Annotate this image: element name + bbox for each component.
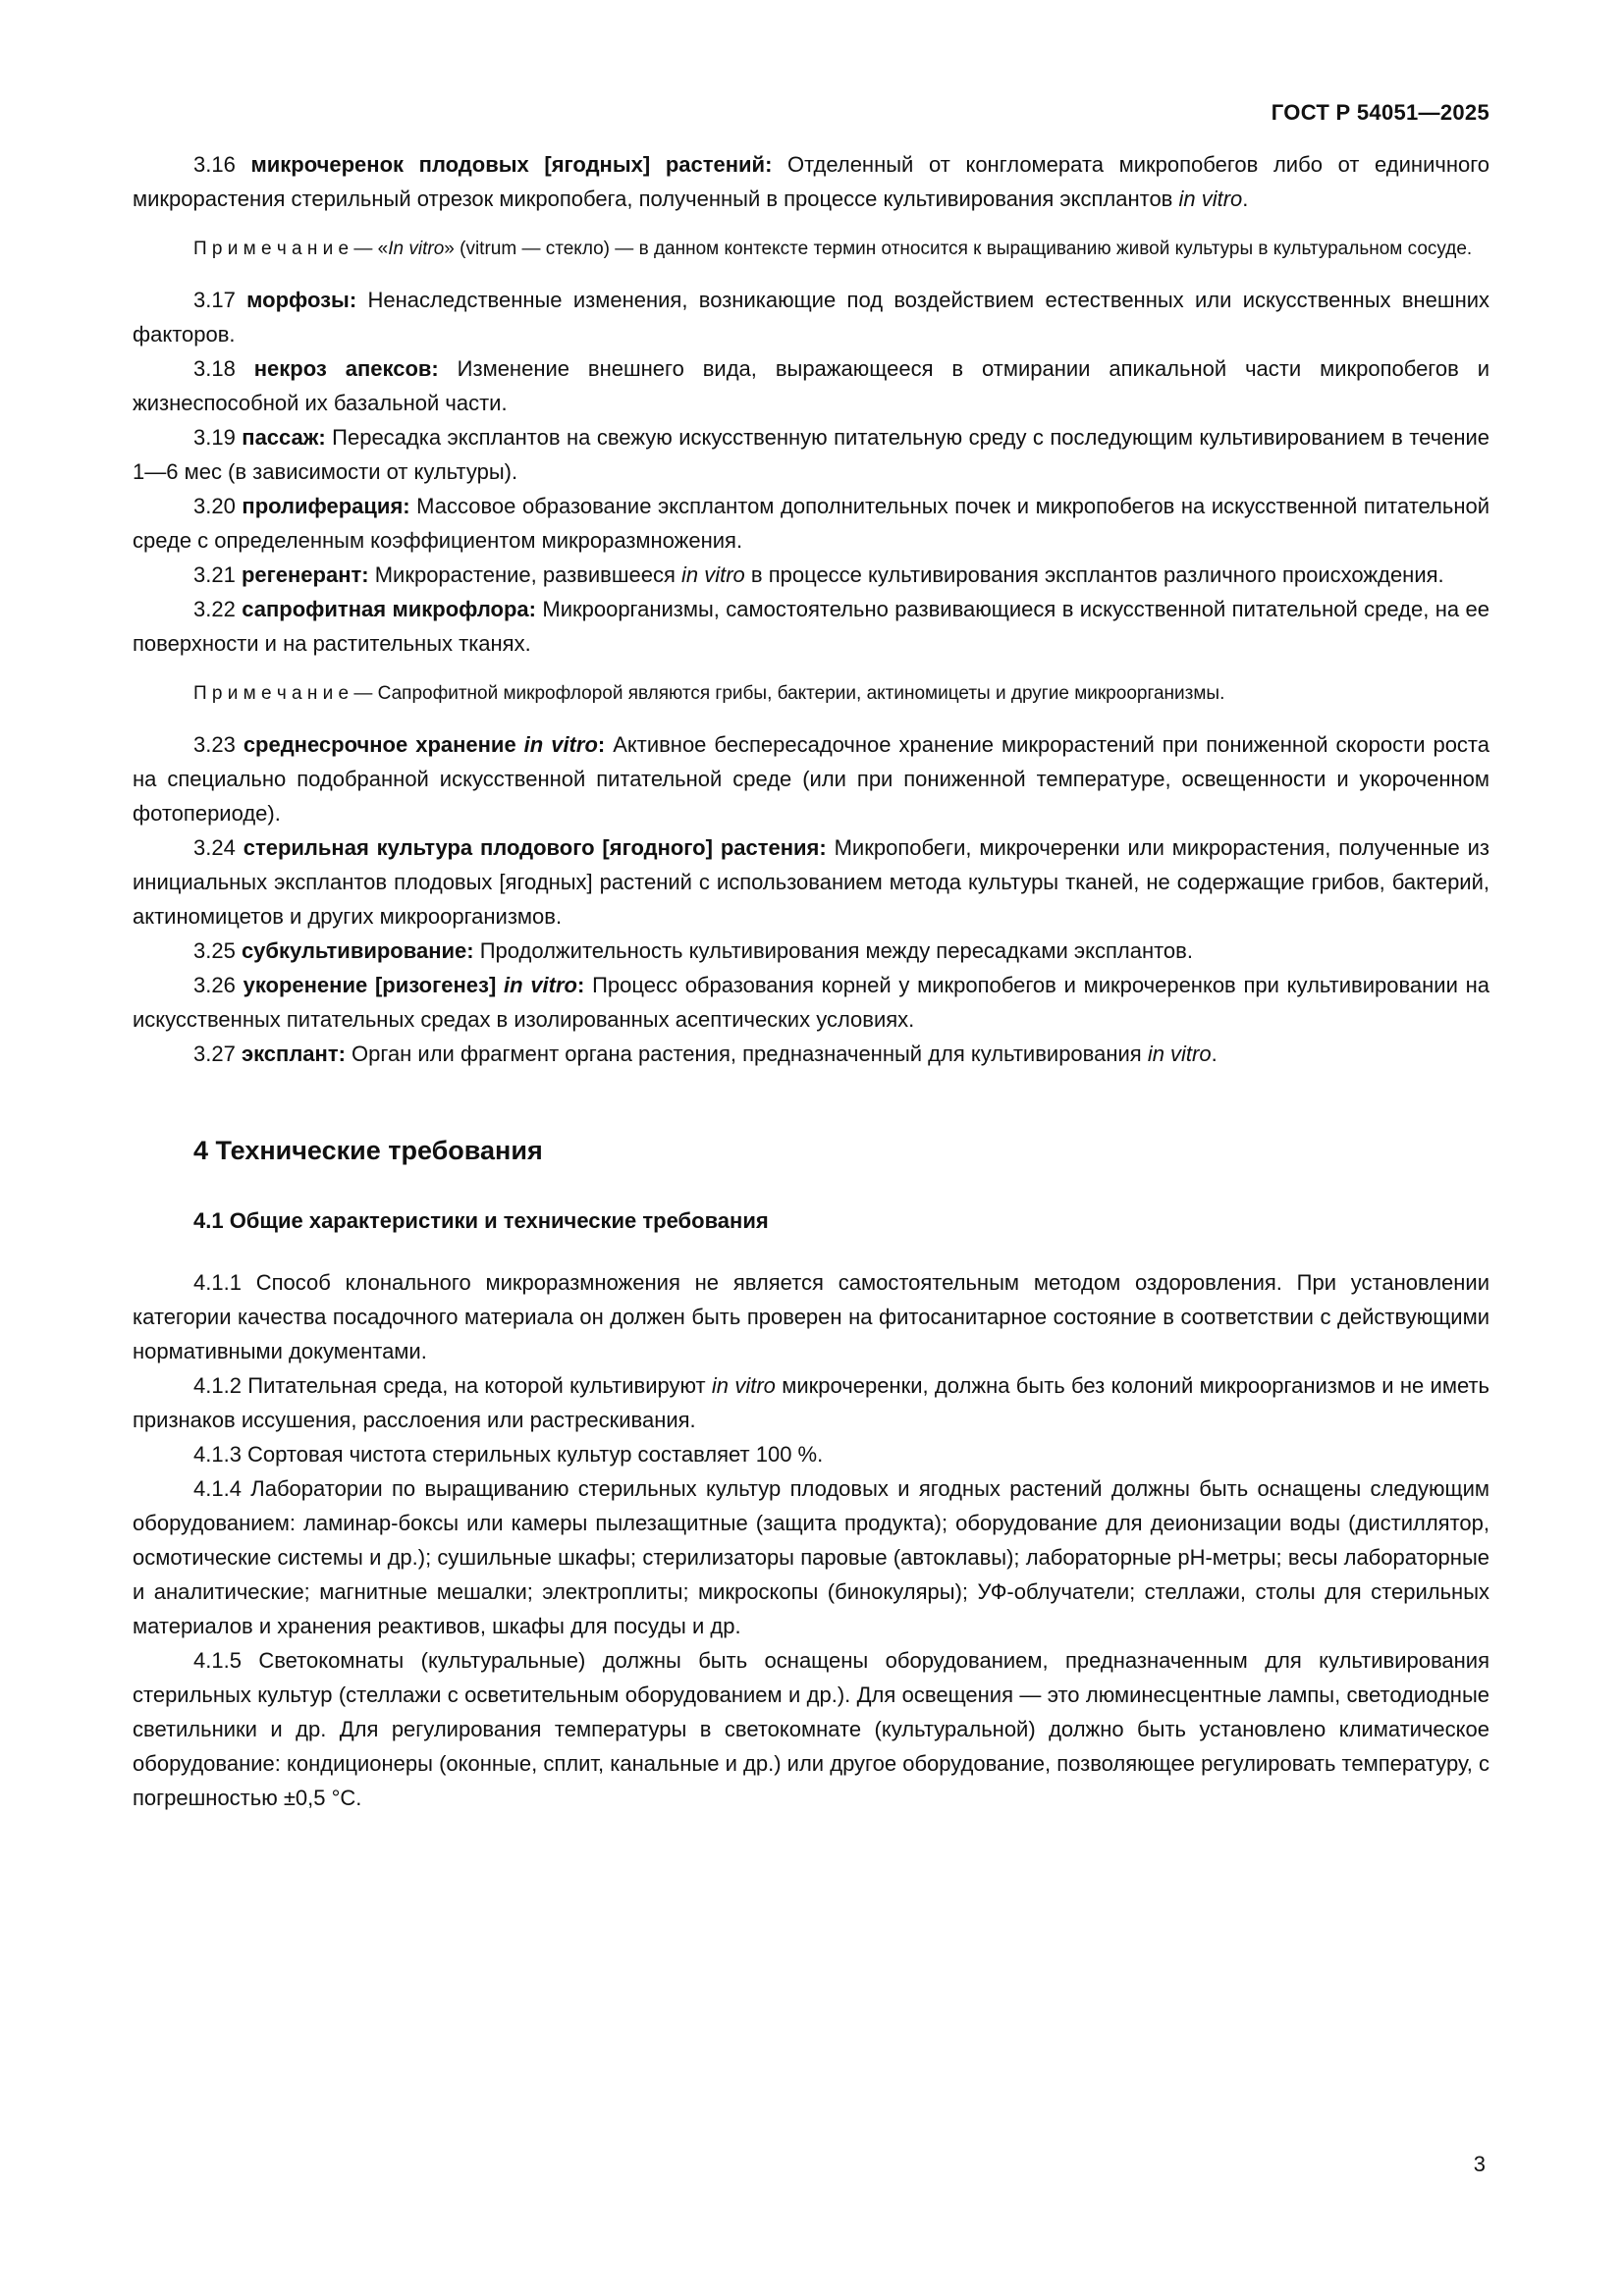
note-in-vitro: П р и м е ч а н и е — «In vitro» (vitrum — стекло) — в данном контексте термин относится к выращиванию живой культуры в культуральном сосуде. [193,239,1473,259]
note-saprophytic: П р и м е ч а н и е — Сапрофитной микрофлорой являются грибы, бактерии, актиномицеты и другие микроорганизмы. [193,683,1225,704]
document-body [133,147,1489,1815]
term-3-27: 3.27 эксплант: Орган или фрагмент органа растения, предназначенный для культивирования in vitro. [193,1041,1218,1066]
section-4-heading: 4 Технические требования [193,1136,543,1165]
term-3-24: 3.24 стерильная культура плодового [ягодного] растения: Микропобеги, микрочеренки или микрорастения, полученные из инициальных эксплантов плодовых [ягодных] растений с использованием метода культуры тканей, не содержащие грибов, бактерий, актиномицетов и других микроорганизмов. [133,835,1490,929]
clause-4-1-4: 4.1.4 Лаборатории по выращиванию стерильных культур плодовых и ягодных растений должны быть оснащены следующим оборудованием: ламинар-боксы или камеры пылезащитные (защита продукта); оборудование для деионизации воды (дистиллятор, осмотические системы и др.); сушильные шкафы; стерилизаторы паровые (автоклавы); лабораторные pH-метры; весы лабораторные и аналитические; магнитные мешалки; электроплиты; микроскопы (бинокуляры); УФ-облучатели; стеллажи, столы для стерильных материалов и хранения реактивов, шкафы для посуды и др. [133,1476,1489,1638]
clause-4-1-3: 4.1.3 Сортовая чистота стерильных культур составляет 100 %. [193,1442,824,1467]
clause-4-1-1: 4.1.1 Способ клонального микроразмножения не является самостоятельным методом оздоровления. При установлении категории качества посадочного материала он должен быть проверен на фитосанитарное состояние в соответствии с действующими нормативными документами. [133,1270,1489,1363]
term-3-20: 3.20 пролиферация: Массовое образование эксплантом дополнительных почек и микропобегов на искусственной питательной среде с определенным коэффициентом микроразмножения. [133,494,1490,553]
term-3-25: 3.25 субкультивирование: Продолжительность культивирования между пересадками эксплантов. [193,938,1193,963]
term-3-26: 3.26 укоренение [ризогенез] in vitro: Процесс образования корней у микропобегов и микрочеренков при культивировании на искусственных питательных средах в изолированных асептических условиях. [133,973,1489,1032]
document-code: ГОСТ Р 54051—2025 [1271,100,1489,125]
term-3-18: 3.18 некроз апексов: Изменение внешнего вида, выражающееся в отмирании апикальной части микропобегов и жизнеспособной их базальной части. [133,356,1489,415]
term-3-19: 3.19 пассаж: Пересадка эксплантов на свежую искусственную питательную среду с последующим культивированием в течение 1—6 мес (в зависимости от культуры). [133,425,1489,484]
term-3-21: 3.21 регенерант: Микрорастение, развившееся in vitro в процессе культивирования эксплантов различного происхождения. [193,562,1444,587]
page-number: 3 [1473,2152,1486,2176]
term-3-17: 3.17 морфозы: Ненаследственные изменения, возникающие под воздействием естественных или искусственных внешних факторов. [133,288,1490,347]
term-3-23: 3.23 среднесрочное хранение in vitro: Активное беспересадочное хранение микрорастений при пониженной скорости роста на специально подобранной искусственной питательной среде (или при пониженной температуре, освещенности и укороченном фотопериоде). [133,732,1489,826]
term-3-16: 3.16 микрочеренок плодовых [ягодных] растений: Отделенный от конгломерата микропобегов либо от единичного микрорастения стерильный отрезок микропобега, полученный в процессе культивирования эксплантов in vitro. [133,152,1489,211]
clause-4-1-5: 4.1.5 Светокомнаты (культуральные) должны быть оснащены оборудованием, предназначенным для культивирования стерильных культур (стеллажи с осветительным оборудованием и др.). Для освещения — это люминесцентные лампы, светодиодные светильники и др. Для регулирования температуры в светокомнате (культуральной) должно быть установлено климатическое оборудование: кондиционеры (оконные, сплит, канальные и др.) или другое оборудование, позволяющее регулировать температуру, с погрешностью ±0,5 °С. [133,1648,1489,1810]
section-4-1-heading: 4.1 Общие характеристики и технические требования [193,1208,769,1233]
clause-4-1-2: 4.1.2 Питательная среда, на которой культивируют in vitro микрочеренки, должна быть без колоний микроорганизмов и не иметь признаков иссушения, расслоения или растрескивания. [133,1373,1489,1432]
term-3-22: 3.22 сапрофитная микрофлора: Микроорганизмы, самостоятельно развивающиеся в искусственной питательной среде, на ее поверхности и на растительных тканях. [133,597,1489,656]
